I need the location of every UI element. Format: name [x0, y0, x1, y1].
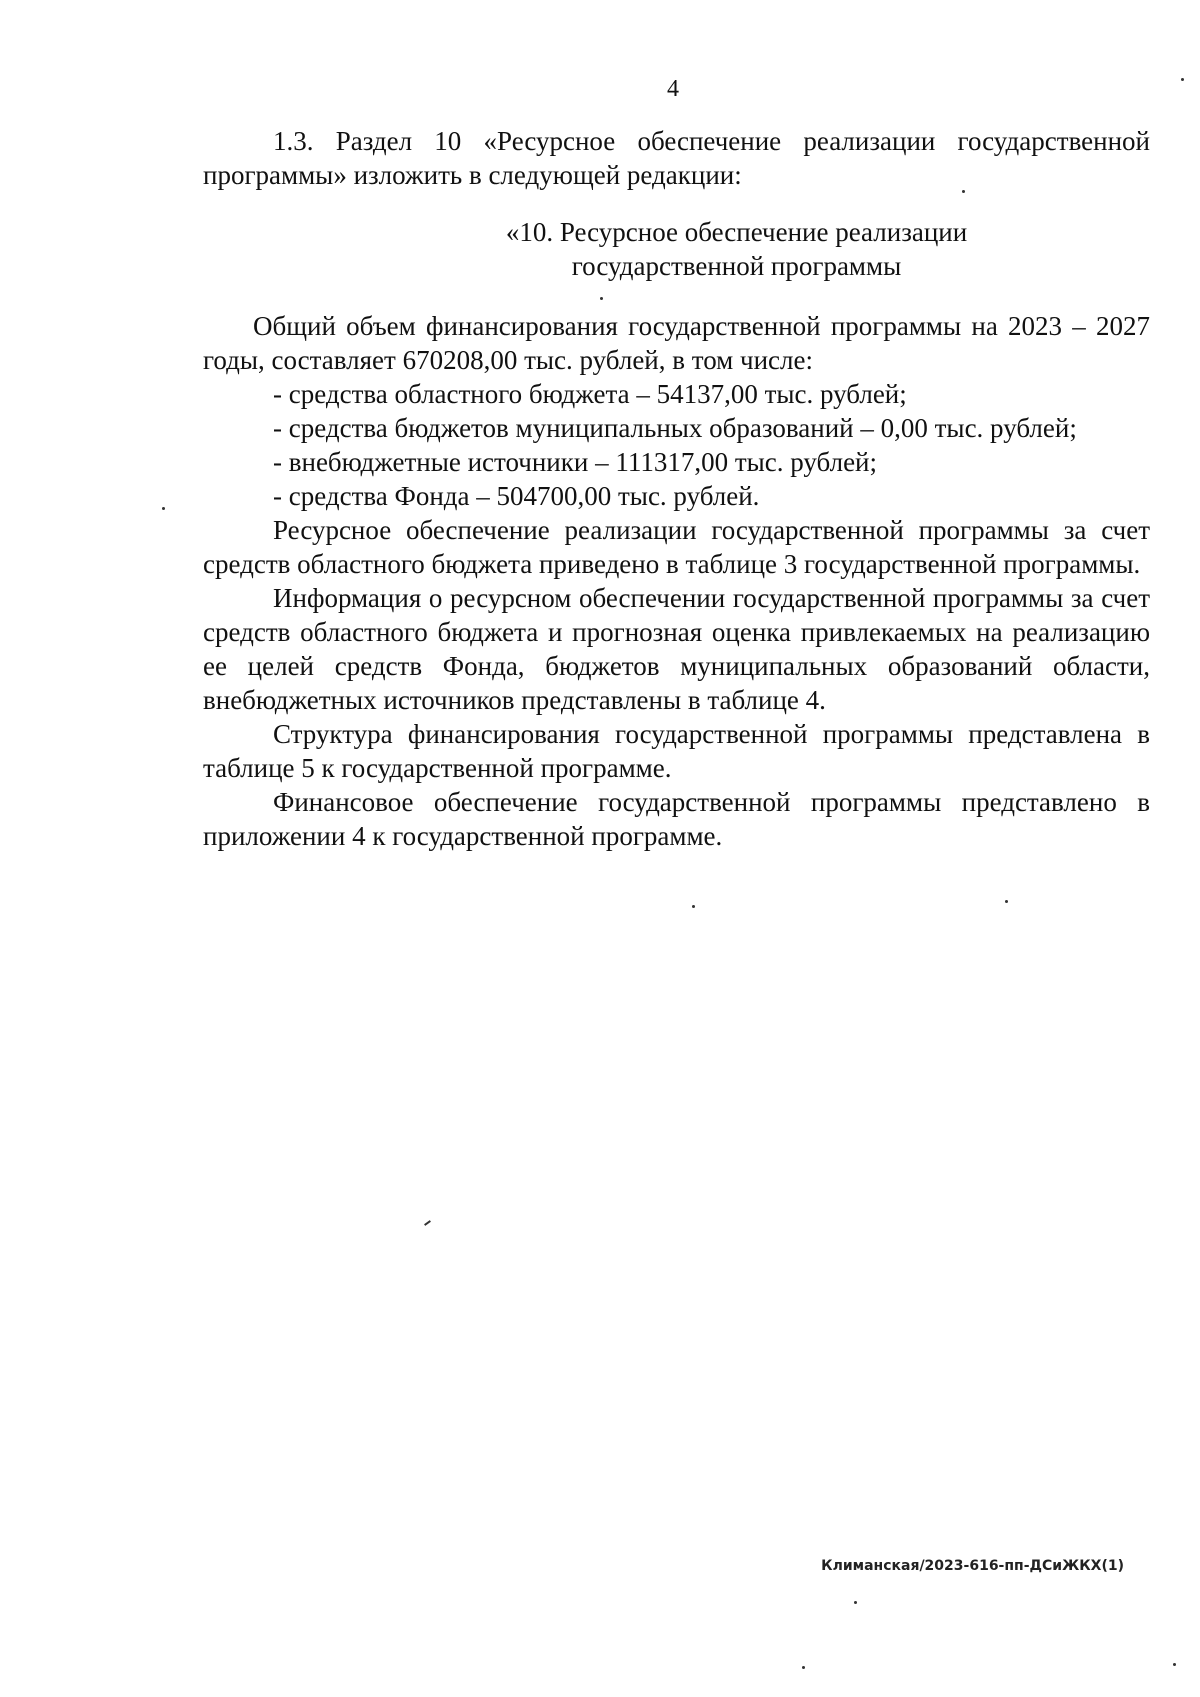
scan-speck [1005, 900, 1008, 903]
scan-speck [692, 905, 695, 908]
scan-speck [162, 507, 165, 510]
section-heading-line-1: «10. Ресурсное обеспечение реализации [505, 217, 968, 247]
scan-speck [1181, 78, 1184, 81]
paragraph-financing-structure: Структура финансирования государственной программы представлена в таблице 5 к государственной программе. [203, 719, 1150, 783]
scan-speck [600, 297, 603, 300]
scan-speck [1173, 1663, 1176, 1666]
section-heading-line-2: государственной программы [571, 251, 902, 281]
scan-speck [854, 1601, 857, 1604]
paragraph-financial-support: Финансовое обеспечение государственной программы представлено в приложении 4 к государственной программе. [203, 787, 1150, 851]
scan-speck [802, 1666, 805, 1669]
paragraph-resource-support: Ресурсное обеспечение реализации государственной программы за счет средств областного бюджета приведено в таблице 3 государственной программы. [203, 515, 1150, 579]
paragraph-resource-information: Информация о ресурсном обеспечении государственной программы за счет средств областного бюджета и прогнозная оценка привлекаемых на реализацию ее целей средств Фонда, бюджетов муниципальных образований области, внебюджетных источников представлены в таблице 4. [203, 583, 1150, 715]
bullet-regional-budget: - средства областного бюджета – 54137,00 тыс. рублей; [273, 379, 907, 409]
bullet-fund: - средства Фонда – 504700,00 тыс. рублей. [273, 481, 760, 511]
document-body [203, 124, 1150, 853]
bullet-extrabudgetary-sources: - внебюджетные источники – 111317,00 тыс. рублей; [273, 447, 878, 477]
section-heading [203, 215, 1150, 283]
scan-speck [962, 190, 965, 193]
page-number: 4 [667, 76, 679, 102]
bullet-municipal-budgets: - средства бюджетов муниципальных образований – 0,00 тыс. рублей; [273, 413, 1077, 443]
scan-speck [424, 1220, 431, 1226]
total-financing-paragraph: Общий объем финансирования государственной программы на 2023 – 2027 годы, составляет 670208,00 тыс. рублей, в том числе: [203, 311, 1150, 375]
intro-paragraph: 1.3. Раздел 10 «Ресурсное обеспечение реализации государственной программы» изложить в следующей редакции: [203, 126, 1150, 190]
document-footer-code: Климанская/2023-616-пп-ДСиЖКХ(1) [821, 1558, 1124, 1574]
